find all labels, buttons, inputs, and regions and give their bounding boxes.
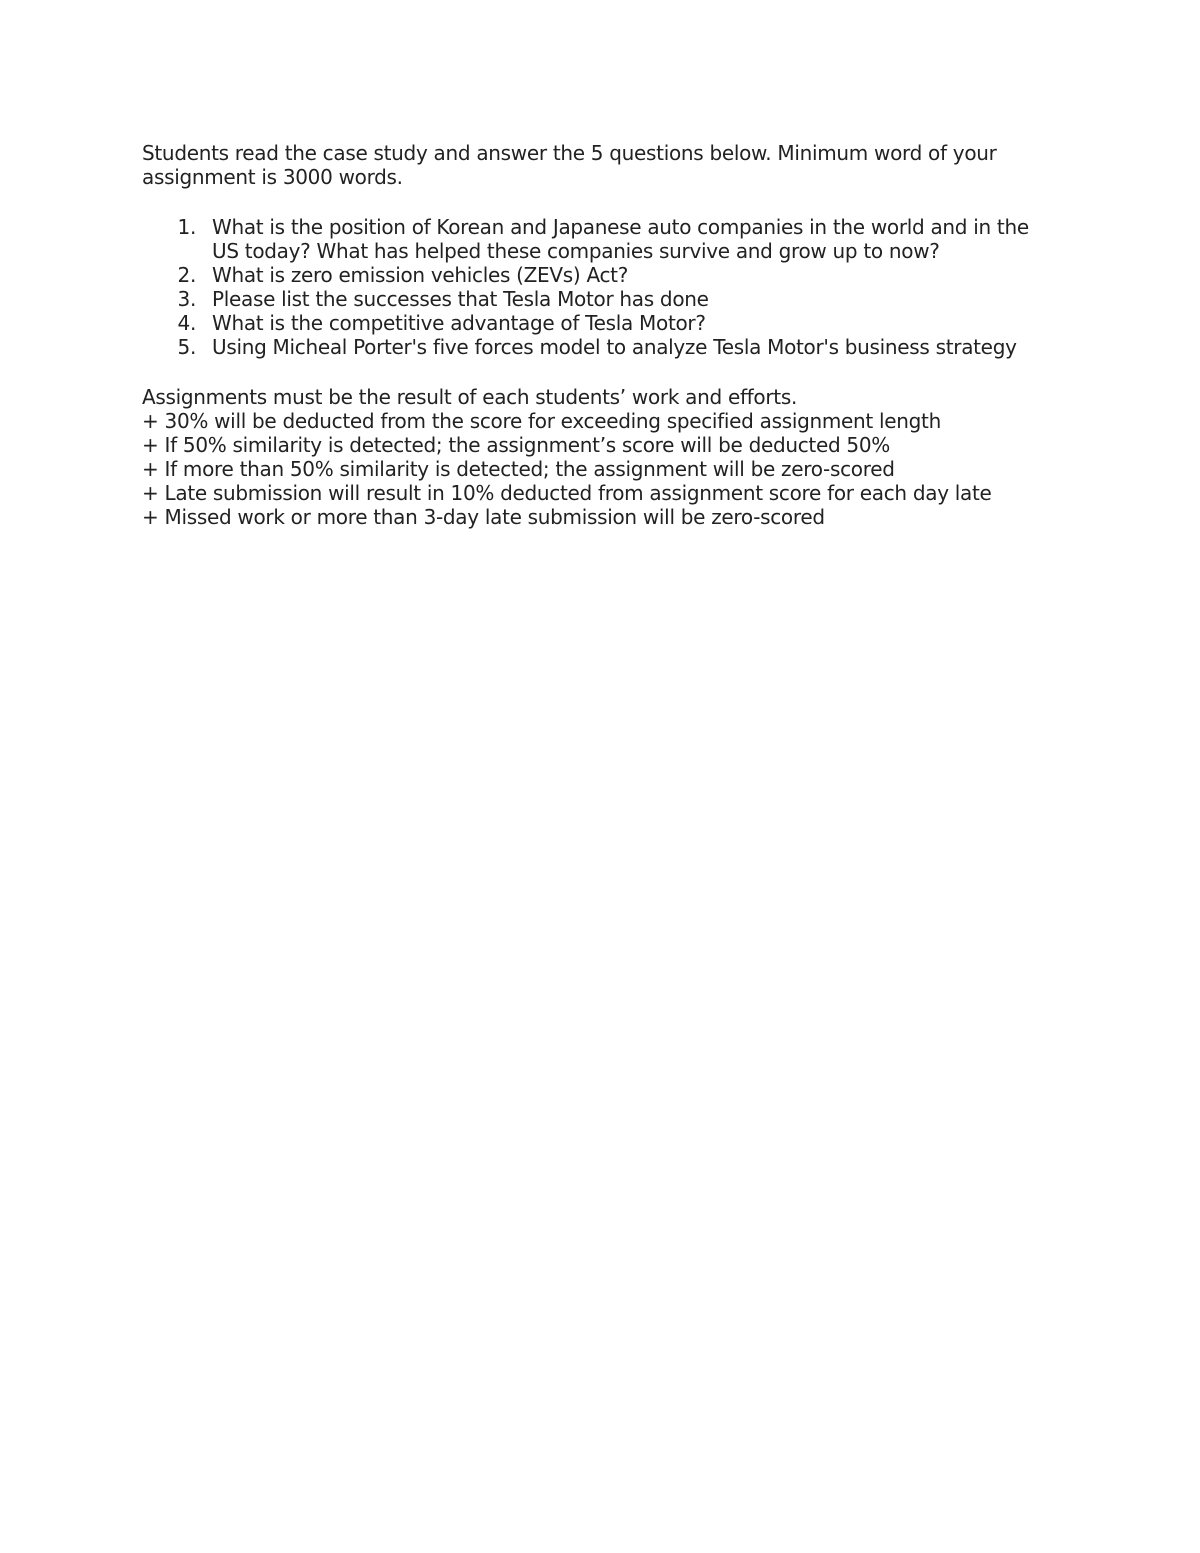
- question-number: 4.: [177, 311, 196, 335]
- rules-section: [142, 385, 1062, 529]
- question-number: 3.: [177, 287, 196, 311]
- rule-line: + Late submission will result in 10% deducted from assignment score for each day late: [142, 481, 992, 505]
- rule-line: + If more than 50% similarity is detected; the assignment will be zero-scored: [142, 457, 895, 481]
- intro-paragraph: Students read the case study and answer the 5 questions below. Minimum word of your assignment is 3000 words.: [142, 141, 997, 189]
- question-text: Please list the successes that Tesla Motor has done: [212, 287, 709, 311]
- question-number: 2.: [177, 263, 196, 287]
- question-text: What is zero emission vehicles (ZEVs) Act?: [212, 263, 629, 287]
- question-text: Using Micheal Porter's five forces model to analyze Tesla Motor's business strategy: [212, 335, 1017, 359]
- question-text: What is the competitive advantage of Tesla Motor?: [212, 311, 706, 335]
- rules-heading: Assignments must be the result of each students’ work and efforts.: [142, 385, 798, 409]
- question-text: What is the position of Korean and Japanese auto companies in the world and in the US today? What has helped these companies survive and grow up to now?: [212, 215, 1029, 263]
- question-item: [142, 287, 1062, 311]
- question-number: 1.: [177, 215, 196, 239]
- question-item: [142, 311, 1062, 335]
- question-item: [142, 215, 1062, 263]
- question-item: [142, 335, 1062, 359]
- question-item: [142, 263, 1062, 287]
- rule-line: + 30% will be deducted from the score for exceeding specified assignment length: [142, 409, 941, 433]
- document-body: [142, 141, 1062, 529]
- rule-line: + Missed work or more than 3-day late submission will be zero-scored: [142, 505, 825, 529]
- rule-line: + If 50% similarity is detected; the assignment’s score will be deducted 50%: [142, 433, 890, 457]
- question-number: 5.: [177, 335, 196, 359]
- questions-list: [142, 215, 1062, 359]
